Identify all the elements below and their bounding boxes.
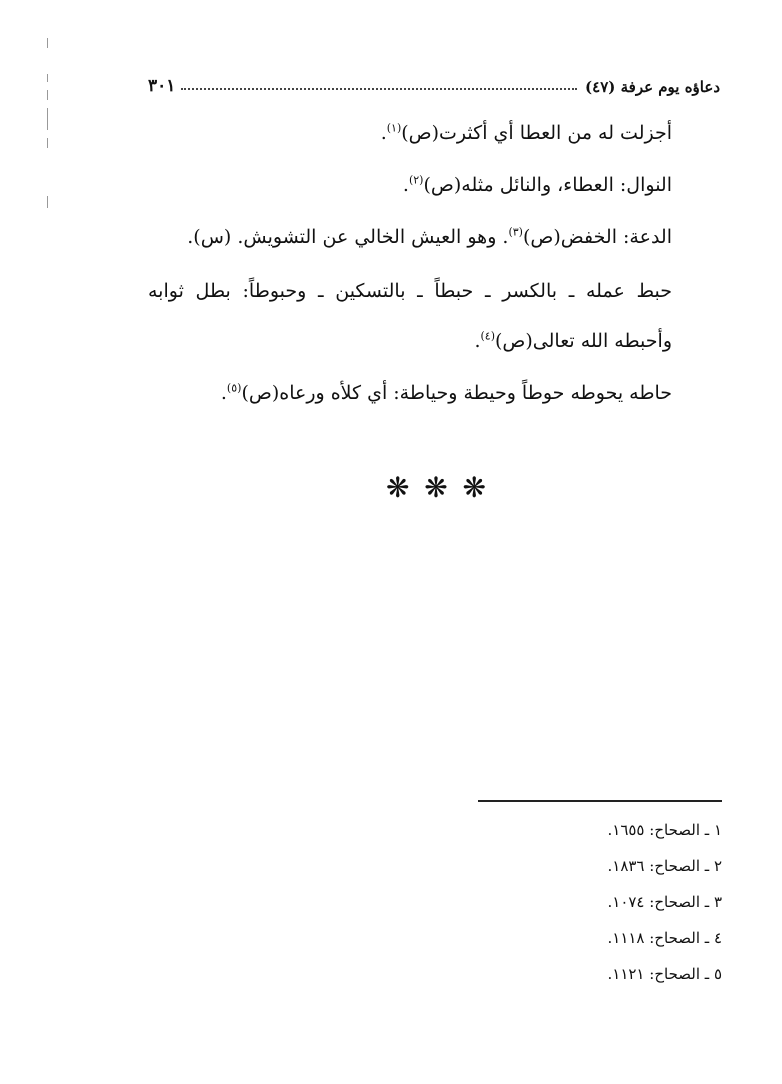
running-header [148,68,720,96]
footnote-item: ٢ ـ الصحاح: ١٨٣٦. [607,857,722,875]
footnote-ref: (٢) [408,173,424,187]
footnote-ref: (٥) [226,381,242,395]
glossary-entry: حاطه يحوطه حوطاً وحيطة وحياطة: أي كلأه ورعاه(ص)$^{(٥)}$. [220,381,672,404]
ornament-star-icon: ❋ [462,471,486,504]
footnote-item: ١ ـ الصحاح: ١٦٥٥. [607,821,722,839]
footnote-ref: (١) [386,121,402,135]
glossary-entry: النوال: العطاء، والنائل مثله(ص)$^{(٢)}$. [402,173,672,196]
footnotes [560,818,722,998]
footnote-divider [478,800,722,802]
glossary-entry: الدعة: الخفض(ص)$^{(٣)}$. وهو العيش الخالي عن التشويش. (س). [187,225,672,248]
glossary-body [148,118,672,430]
footnote-item: ٥ ـ الصحاح: ١١٢١. [607,965,722,983]
leader-dots [181,88,577,90]
footnote-ref: (٤) [480,329,495,343]
footnote-ref: (٣) [508,225,523,239]
ornament-star-icon: ❋ [386,471,410,504]
footnote-item: ٤ ـ الصحاح: ١١١٨. [607,929,722,947]
page-number: ٣٠١ [148,76,176,96]
footnote-item: ٣ ـ الصحاح: ١٠٧٤. [607,893,722,911]
section-ornament [386,470,486,506]
ornament-star-icon: ❋ [424,471,448,504]
running-title: دعاؤه يوم عرفة (٤٧) [585,78,720,96]
glossary-entry: أجزلت له من العطا أي أكثرت(ص)$^{(١)}$. [380,121,672,144]
margin-marks [46,38,50,208]
glossary-entry: حبط عمله ـ بالكسر ـ حبطاً ـ بالتسكين ـ وحبوطاً: بطل ثوابه وأحبطه الله تعالى(ص)$^{(٤)}$. [148,280,672,352]
